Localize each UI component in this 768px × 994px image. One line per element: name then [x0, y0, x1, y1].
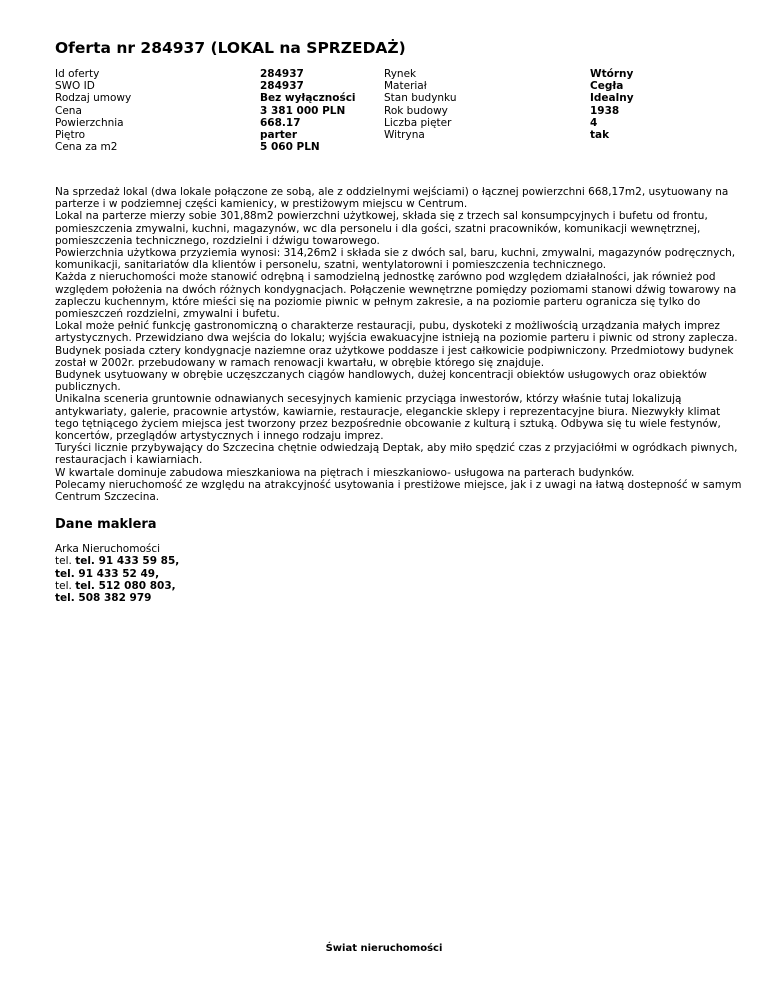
description-paragraph: Lokal na parterze mierzy sobie 301,88m2 powierzchni użytkowej, składa się z trzech sal konsumpcyjnych i bufetu od frontu, pomieszczenia zmywalni, kuchni, magazynów, wc dla personelu i dla gości, szatni pracowników, komunikacji wewnętrznej, pomieszczenia technicznego, rozdzielni i dźwigu towarowego.: [55, 210, 708, 247]
label-rok-budowy: Rok budowy: [384, 104, 448, 117]
label-material: Materiał: [384, 80, 427, 93]
value-liczba-pieter: 4: [590, 116, 598, 129]
value-stan-budynku: Idealny: [590, 92, 634, 105]
value-rok-budowy: 1938: [590, 104, 620, 117]
value-cena-za-m2: 5 060 PLN: [260, 141, 320, 154]
property-table: [55, 68, 745, 186]
description-paragraph: Unikalna sceneria gruntownie odnawianych secesyjnych kamienic przyciąga inwestorów, którzy właśnie tutaj lokalizują antykwariaty, galerie, pracownie artystów, kawiarnie, restauracje, eleganckie sklepy i reprezentacyjne biura. Niezwykły klimat tego tętniącego życiem miejsca jest tworzony przez bezpośrednie obcowanie z kulturą i sztuką. Odbywa się tu wiele festynów, koncertów, przeglądów artystycznych i innego rodzaju imprez.: [55, 393, 721, 443]
broker-phone-line: [55, 555, 745, 567]
description-paragraph: W kwartale dominuje zabudowa mieszkaniowa na piętrach i mieszkaniowo- usługowa na parterach budynków.: [55, 466, 635, 479]
label-liczba-pieter: Liczba pięter: [384, 116, 452, 129]
tel-prefix: tel.: [55, 579, 72, 592]
description-paragraph: Polecamy nieruchomość ze względu na atrakcyjność usytowania i prestiżowe miejsce, jak i z uwagi na łatwą dostepność w samym Centrum Szczecina.: [55, 478, 742, 504]
phone-number: tel. 91 433 52 49,: [55, 567, 160, 580]
value-material: Cegła: [590, 80, 624, 93]
left-labels-column: [55, 68, 131, 153]
value-id-oferty: 284937: [260, 68, 304, 80]
label-cena: Cena: [55, 104, 82, 117]
label-swo-id: SWO ID: [55, 80, 95, 93]
label-id-oferty: Id oferty: [55, 68, 100, 80]
page-footer: Świat nieruchomości: [325, 943, 443, 954]
value-witryna: tak: [590, 129, 610, 142]
description-paragraph: Lokal może pełnić funkcję gastronomiczną o charakterze restauracji, pubu, dyskoteki z możliwością urządzania małych imprez artystycznych. Przewidziano dwa wejścia do lokalu; wyjścia ewakuacyjne istnieją na poziomie parteru i piwnic od strony zaplecza.: [55, 320, 738, 345]
label-rynek: Rynek: [384, 68, 417, 80]
left-values-column: [260, 68, 356, 153]
value-rodzaj-umowy: Bez wyłączności: [260, 92, 356, 105]
description-paragraph: Każda z nieruchomości może stanowić odrębną i samodzielną jednostkę zarówno pod względem działalności, jak również pod względem położenia na dwóch różnych kondygnacjach. Połączenie wewnętrzne pomiędzy poziomami stanowi dźwig towarowy na zapleczu kuchennym, które mieści się na poziomie piwnic w pełnym zakresie, a na poziomie parteru ogranicza się tylko do pomieszczeń rozdzielni, zmywalni i bufetu.: [55, 271, 737, 321]
description-paragraph: Powierzchnia użytkowa przyziemia wynosi: 314,26m2 i składa sie z dwóch sal, baru, kuchni, zmywalni, magazynów podręcznych, komunikacji, sanitariatów dla klientów i personelu, szatni, wentylatorowni i pomieszczenia technicznego.: [55, 247, 736, 272]
description-paragraph: Budynek usytuowany w obrębie uczęszczanych ciągów handlowych, dużej koncentracji obiektów usługowych oraz obiektów publicznych.: [55, 369, 707, 394]
phone-number: tel. 512 080 803,: [75, 579, 176, 592]
label-stan-budynku: Stan budynku: [384, 92, 457, 105]
right-values-column: [590, 68, 634, 141]
offer-page: [55, 38, 745, 604]
label-witryna: Witryna: [384, 129, 425, 142]
description-paragraph: Na sprzedaż lokal (dwa lokale połączone ze sobą, ale z oddzielnymi wejściami) o łącznej powierzchni 668,17m2, usytuowany na parterze i w podziemnej części kamienicy, w prestiżowym miejscu w Centrum.: [55, 186, 729, 211]
value-cena: 3 381 000 PLN: [260, 104, 346, 117]
label-powierzchnia: Powierzchnia: [55, 116, 124, 129]
tel-prefix: tel.: [55, 555, 72, 568]
value-swo-id: 284937: [260, 80, 304, 93]
description-paragraph: Budynek posiada cztery kondygnacje naziemne oraz użytkowe poddasze i jest całkowicie podpiwniczony. Przedmiotowy budynek został w 2002r. przebudowany w ramach renowacji kwartału, w obrębie którego się znajduje.: [55, 344, 734, 369]
broker-heading: Dane maklera: [55, 517, 157, 533]
phone-number: tel. 508 382 979: [55, 592, 152, 605]
label-cena-za-m2: Cena za m2: [55, 141, 118, 154]
broker-contact: [55, 543, 745, 604]
page-title: Oferta nr 284937 (LOKAL na SPRZEDAŻ): [55, 39, 406, 57]
description-paragraph: Turyści licznie przybywający do Szczecina chętnie odwiedzają Deptak, aby miło spędzić czas z przyjaciółmi w ogródkach piwnych, restauracjach i kawiarniach.: [55, 442, 738, 467]
label-pietro: Piętro: [55, 129, 86, 142]
value-rynek: Wtórny: [590, 68, 634, 80]
label-rodzaj-umowy: Rodzaj umowy: [55, 92, 132, 105]
phone-number: tel. 91 433 59 85,: [75, 555, 180, 568]
value-pietro: parter: [260, 129, 298, 142]
value-powierzchnia: 668.17: [260, 116, 301, 129]
right-labels-column: [384, 68, 456, 141]
offer-description: [55, 186, 745, 503]
broker-phone-line: [55, 580, 745, 592]
broker-name: Arka Nieruchomości: [55, 543, 161, 556]
